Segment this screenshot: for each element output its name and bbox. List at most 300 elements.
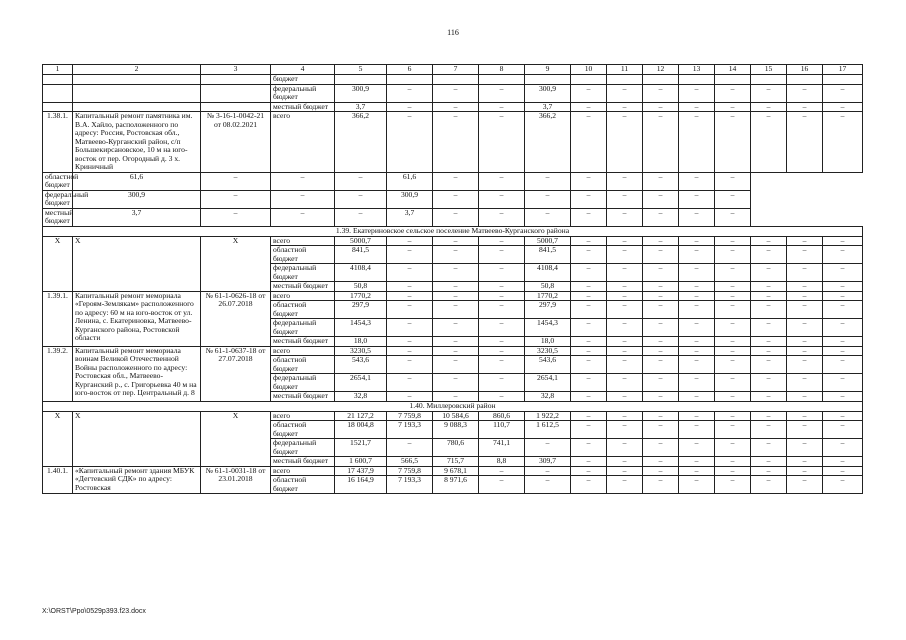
amount-cell: – [679,291,715,301]
funding-source: федеральный бюджет [271,439,335,457]
amount-cell: – [679,102,715,112]
amount-cell: – [607,476,643,494]
amount-cell: – [607,208,643,226]
amount-cell: – [787,282,823,292]
amount-cell [715,75,751,85]
amount-cell: – [571,264,607,282]
document-ref [201,84,271,102]
amount-cell: 50,8 [335,282,387,292]
amount-cell: – [643,439,679,457]
amount-cell: – [433,172,479,190]
funding-source: всего [271,346,335,356]
amount-cell: – [607,190,643,208]
amount-cell: – [571,466,607,476]
amount-cell: 543,6 [525,356,571,374]
amount-cell: 10 584,6 [433,411,479,421]
amount-cell: – [387,236,433,246]
amount-cell: – [787,319,823,337]
amount-cell: – [335,190,387,208]
table-row [43,236,863,246]
amount-cell: – [479,392,525,402]
amount-cell: – [433,102,479,112]
amount-cell: – [823,356,863,374]
amount-cell: – [679,421,715,439]
amount-cell: – [787,301,823,319]
amount-cell: – [607,282,643,292]
amount-cell: 1770,2 [335,291,387,301]
amount-cell: – [571,282,607,292]
amount-cell: – [751,84,787,102]
amount-cell: – [787,246,823,264]
amount-cell: – [643,346,679,356]
amount-cell: – [433,208,479,226]
item-description: Капитальный ремонт мемориала воинам Великой Отечественной Войны расположенного по адресу: Ростовская обл., Матвеево-Курганский р., с. Григорьевка 40 м на юго-восток от пер. Центральный д. 8 [73,346,201,401]
amount-cell: – [751,102,787,112]
amount-cell: – [715,84,751,102]
amount-cell: – [715,466,751,476]
amount-cell: – [751,421,787,439]
amount-cell: – [571,421,607,439]
amount-cell: 297,9 [525,301,571,319]
amount-cell: – [571,319,607,337]
amount-cell: – [823,236,863,246]
amount-cell: – [335,208,387,226]
amount-cell: – [387,439,433,457]
column-number: 4 [271,65,335,75]
amount-cell: 300,9 [387,190,433,208]
amount-cell: – [607,264,643,282]
amount-cell: – [433,301,479,319]
amount-cell: – [643,190,679,208]
amount-cell: – [715,301,751,319]
amount-cell: – [479,208,525,226]
funding-source: местный бюджет [271,102,335,112]
amount-cell: – [387,84,433,102]
amount-cell: 741,1 [479,439,525,457]
amount-cell: – [787,236,823,246]
amount-cell: – [715,236,751,246]
amount-cell: – [643,374,679,392]
amount-cell: – [787,264,823,282]
amount-cell: 3,7 [387,208,433,226]
amount-cell: – [607,319,643,337]
item-number: 1.39.2. [43,346,73,401]
amount-cell: – [787,291,823,301]
amount-cell: – [787,346,823,356]
item-description: Х [73,411,201,466]
amount-cell: – [571,374,607,392]
amount-cell: – [715,264,751,282]
amount-cell: – [607,392,643,402]
amount-cell: – [479,301,525,319]
amount-cell: – [751,301,787,319]
amount-cell: 5000,7 [335,236,387,246]
amount-cell: – [679,282,715,292]
amount-cell: 1 922,2 [525,411,571,421]
amount-cell: – [607,246,643,264]
amount-cell: 715,7 [433,457,479,467]
amount-cell: – [525,476,571,494]
funding-source: местный бюджет [271,457,335,467]
amount-cell: – [751,282,787,292]
amount-cell: – [787,84,823,102]
amount-cell: – [271,208,335,226]
amount-cell: – [479,246,525,264]
amount-cell: – [715,411,751,421]
table-row [43,75,863,85]
amount-cell: 300,9 [73,190,201,208]
amount-cell: – [525,466,571,476]
amount-cell: – [571,172,607,190]
amount-cell: 7 759,8 [387,411,433,421]
amount-cell: 110,7 [479,421,525,439]
amount-cell: 566,5 [387,457,433,467]
amount-cell: – [571,439,607,457]
amount-cell: – [643,236,679,246]
amount-cell: – [433,246,479,264]
amount-cell: – [643,356,679,374]
amount-cell: – [715,172,751,190]
amount-cell: – [751,457,787,467]
amount-cell: 32,8 [335,392,387,402]
column-number: 11 [607,65,643,75]
amount-cell: – [387,102,433,112]
amount-cell: – [271,172,335,190]
amount-cell: – [679,374,715,392]
amount-cell: – [787,476,823,494]
amount-cell: – [823,374,863,392]
amount-cell: – [387,246,433,264]
amount-cell: 61,6 [73,172,201,190]
amount-cell: 18,0 [335,337,387,347]
amount-cell: – [571,476,607,494]
amount-cell: – [679,264,715,282]
amount-cell: 1 612,5 [525,421,571,439]
amount-cell: 7 193,3 [387,421,433,439]
item-number: Х [43,236,73,291]
amount-cell [751,75,787,85]
amount-cell: – [433,282,479,292]
amount-cell: – [643,319,679,337]
amount-cell: – [525,190,571,208]
funding-source: областной бюджет [43,172,73,190]
column-number: 3 [201,65,271,75]
amount-cell: – [607,374,643,392]
section-heading: 1.39. Екатериновское сельское поселение Матвеево-Курганского района [43,226,863,236]
amount-cell: – [643,172,679,190]
amount-cell: – [433,264,479,282]
amount-cell: – [387,356,433,374]
amount-cell: – [715,337,751,347]
amount-cell: 9 678,1 [433,466,479,476]
funding-source: федеральный бюджет [43,190,73,208]
amount-cell: – [823,282,863,292]
amount-cell: 9 088,3 [433,421,479,439]
amount-cell: – [643,264,679,282]
amount-cell: 297,9 [335,301,387,319]
amount-cell: – [643,392,679,402]
amount-cell: – [679,84,715,102]
amount-cell: – [643,457,679,467]
amount-cell: – [387,392,433,402]
amount-cell: – [479,190,525,208]
table-row [43,190,863,208]
amount-cell: – [387,264,433,282]
amount-cell: – [571,246,607,264]
amount-cell: – [433,337,479,347]
amount-cell: – [823,457,863,467]
amount-cell [643,75,679,85]
funding-source: всего [271,112,335,173]
amount-cell: – [751,439,787,457]
amount-cell: – [643,466,679,476]
amount-cell: 2654,1 [335,374,387,392]
amount-cell: 300,9 [525,84,571,102]
amount-cell: – [679,392,715,402]
amount-cell: – [787,457,823,467]
amount-cell: 300,9 [335,84,387,102]
column-number: 12 [643,65,679,75]
amount-cell: – [823,319,863,337]
amount-cell: – [823,346,863,356]
amount-cell: 860,6 [479,411,525,421]
amount-cell: – [607,421,643,439]
amount-cell: – [387,282,433,292]
amount-cell: – [823,102,863,112]
amount-cell: – [479,476,525,494]
amount-cell: – [433,356,479,374]
amount-cell: – [479,84,525,102]
funding-source: местный бюджет [43,208,73,226]
amount-cell: – [715,439,751,457]
amount-cell: – [751,112,787,173]
amount-cell: – [679,172,715,190]
amount-cell: – [787,337,823,347]
amount-cell: – [387,319,433,337]
amount-cell: – [679,246,715,264]
document-ref: № 61-1-0637-18 от 27.07.2018 [201,346,271,401]
document-ref: Х [201,236,271,291]
item-number: 1.39.1. [43,291,73,346]
amount-cell: 780,6 [433,439,479,457]
amount-cell: 7 759,8 [387,466,433,476]
amount-cell: – [787,102,823,112]
item-number: 1.40.1. [43,466,73,494]
amount-cell: 18 004,8 [335,421,387,439]
section-heading-row [43,226,863,236]
amount-cell: – [643,208,679,226]
amount-cell [787,75,823,85]
amount-cell: – [387,374,433,392]
amount-cell: 1521,7 [335,439,387,457]
funding-source: местный бюджет [271,282,335,292]
amount-cell: – [679,457,715,467]
document-ref: № 61-1-0626-18 от 26.07.2018 [201,291,271,346]
amount-cell: – [643,337,679,347]
funding-source: местный бюджет [271,337,335,347]
amount-cell: – [387,337,433,347]
amount-cell: 8,8 [479,457,525,467]
amount-cell: – [751,411,787,421]
column-number: 9 [525,65,571,75]
amount-cell: – [479,356,525,374]
amount-cell: 5000,7 [525,236,571,246]
funding-source: областной бюджет [271,421,335,439]
column-number: 16 [787,65,823,75]
amount-cell: – [571,291,607,301]
amount-cell: – [715,246,751,264]
amount-cell: – [607,236,643,246]
amount-cell [335,75,387,85]
document-ref [201,75,271,85]
amount-cell: – [823,476,863,494]
amount-cell: – [679,337,715,347]
amount-cell: – [679,356,715,374]
amount-cell: – [479,291,525,301]
amount-cell: – [679,466,715,476]
amount-cell: – [433,392,479,402]
amount-cell: 16 164,9 [335,476,387,494]
amount-cell [387,75,433,85]
amount-cell: – [387,346,433,356]
amount-cell: – [679,346,715,356]
amount-cell: – [715,374,751,392]
amount-cell: – [479,466,525,476]
table-row [43,112,863,173]
amount-cell: – [433,84,479,102]
amount-cell: 18,0 [525,337,571,347]
amount-cell: 366,2 [525,112,571,173]
amount-cell: – [643,84,679,102]
amount-cell: – [787,466,823,476]
amount-cell: – [571,356,607,374]
amount-cell: – [479,102,525,112]
amount-cell: – [201,172,271,190]
amount-cell: – [643,301,679,319]
amount-cell: – [607,411,643,421]
amount-cell: – [201,190,271,208]
amount-cell: – [271,190,335,208]
amount-cell: – [679,439,715,457]
column-number: 1 [43,65,73,75]
amount-cell: – [715,282,751,292]
table-row [43,84,863,102]
amount-cell: – [823,392,863,402]
amount-cell: – [607,346,643,356]
amount-cell: – [751,337,787,347]
amount-cell: – [607,466,643,476]
amount-cell [679,75,715,85]
amount-cell: – [607,337,643,347]
item-description [73,75,201,85]
amount-cell: – [643,246,679,264]
amount-cell: – [643,291,679,301]
amount-cell: – [433,291,479,301]
amount-cell: 4108,4 [335,264,387,282]
amount-cell: 1770,2 [525,291,571,301]
column-number: 5 [335,65,387,75]
amount-cell: – [433,319,479,337]
amount-cell: 1 600,7 [335,457,387,467]
amount-cell: – [479,264,525,282]
amount-cell: – [751,246,787,264]
item-description: Х [73,236,201,291]
funding-source: областной бюджет [271,356,335,374]
amount-cell: – [823,421,863,439]
amount-cell: – [787,112,823,173]
amount-cell: – [607,301,643,319]
amount-cell: – [715,392,751,402]
file-path-footer: X:\ORST\Ppo\0529p393.f23.docx [42,608,146,615]
amount-cell: – [751,319,787,337]
item-description: Капитальный ремонт мемориала «Героям-Землякам» расположенного по адресу: 60 м на юго-восток от ул. Ленина, с. Екатериновка, Матвеево-Курганского района, Ростовской области [73,291,201,346]
amount-cell: – [607,172,643,190]
amount-cell: – [607,102,643,112]
amount-cell [479,75,525,85]
amount-cell: 3230,5 [525,346,571,356]
amount-cell: – [335,172,387,190]
amount-cell: – [751,374,787,392]
amount-cell: – [387,112,433,173]
amount-cell: 8 971,6 [433,476,479,494]
table-row [43,291,863,301]
amount-cell: – [751,291,787,301]
column-number: 14 [715,65,751,75]
amount-cell: – [715,112,751,173]
page-number: 116 [447,28,459,37]
amount-cell: 32,8 [525,392,571,402]
amount-cell: – [607,356,643,374]
funding-source: федеральный бюджет [271,374,335,392]
amount-cell: 3,7 [525,102,571,112]
amount-cell: – [571,346,607,356]
amount-cell: – [571,337,607,347]
column-number: 15 [751,65,787,75]
amount-cell: – [479,282,525,292]
column-number: 2 [73,65,201,75]
amount-cell: 61,6 [387,172,433,190]
amount-cell: – [479,112,525,173]
amount-cell: – [571,301,607,319]
amount-cell: – [571,208,607,226]
section-heading-row [43,401,863,411]
amount-cell: – [433,190,479,208]
amount-cell: – [823,291,863,301]
amount-cell: – [643,112,679,173]
amount-cell: – [571,112,607,173]
amount-cell: – [387,301,433,319]
amount-cell: – [525,439,571,457]
budget-table [42,64,863,494]
amount-cell [433,75,479,85]
amount-cell: – [751,346,787,356]
amount-cell: – [571,84,607,102]
amount-cell: – [679,208,715,226]
amount-cell: – [571,102,607,112]
amount-cell [525,75,571,85]
amount-cell: – [479,319,525,337]
amount-cell: – [823,301,863,319]
amount-cell: – [715,476,751,494]
amount-cell: – [433,374,479,392]
amount-cell: – [387,291,433,301]
amount-cell: 543,6 [335,356,387,374]
amount-cell: – [571,392,607,402]
amount-cell: – [751,356,787,374]
amount-cell: – [823,84,863,102]
column-number: 7 [433,65,479,75]
amount-cell: – [787,356,823,374]
